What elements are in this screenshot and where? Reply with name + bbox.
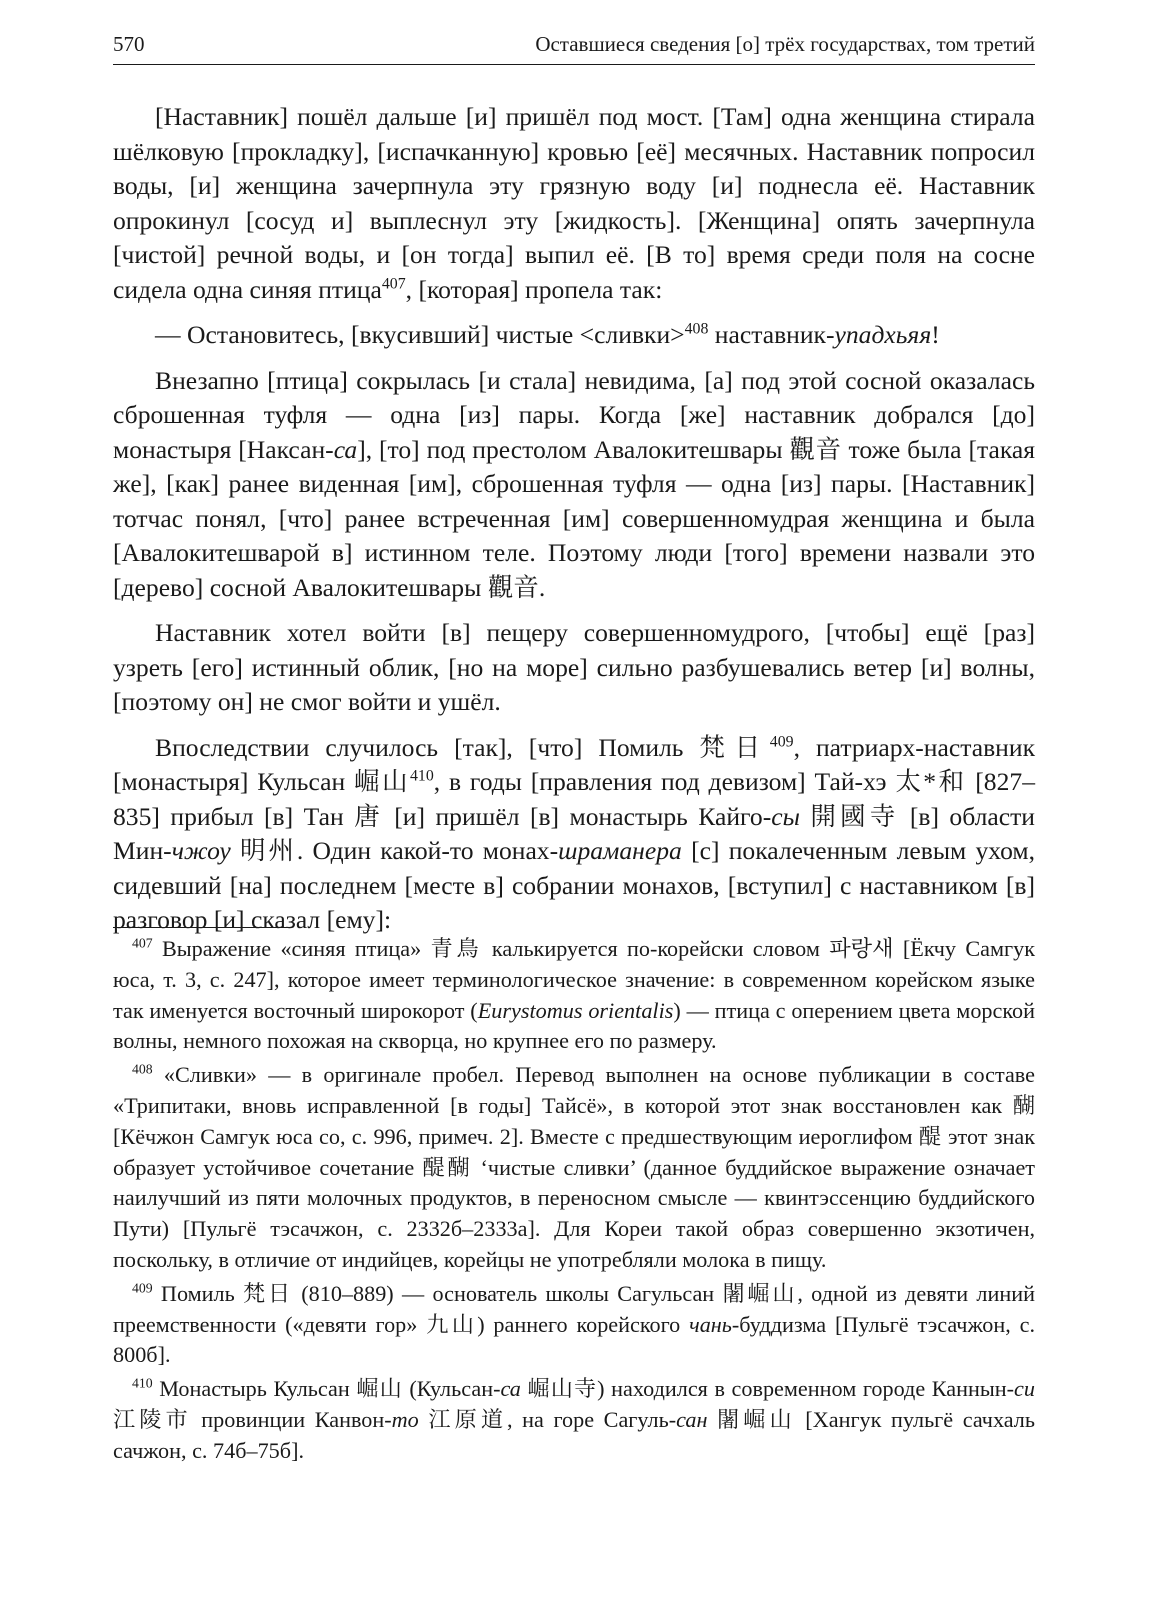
footnote-text: «Сливки» — в оригинале пробел. Перевод выполнен на основе публикации в составе «Трипитаки, вновь исправленной [в годы] Тайсё», в которой этот знак восстановлен как 醐 [Кёчжон Самгук юса со, с. 996, примеч. 2]. Вместе с предшествующим иероглифом 醍 этот знак образует устойчивое сочетание 醍醐 ‘чистые сливки’ (данное буддийское выражение означает наилучший из пяти молочных продуктов, в переносном смысле — квинтэссенцию буддийского Пути) [Пульгё тэсачжон, с. 2332б–2333а]. Для Кореи такой образ совершенно экзотичен, поскольку, в отличие от индийцев, корейцы не употребляли молока в пищу.	[113, 1062, 1035, 1272]
italic-term: са	[500, 1376, 521, 1402]
footnote-number: 409	[132, 1280, 153, 1296]
paragraph-text: Впоследствии случилось [так], [что] Помиль 梵日	[155, 732, 770, 762]
footnote-407	[113, 934, 1035, 1057]
italic-term: шраманера	[558, 836, 682, 865]
paragraph-text: !	[931, 320, 940, 349]
italic-term: чжоу	[171, 836, 231, 865]
italic-term: чань	[689, 1311, 732, 1337]
footnote-number: 410	[132, 1375, 153, 1391]
footnote-409	[113, 1279, 1035, 1371]
paragraph-3	[113, 364, 1035, 606]
page-header	[113, 30, 1035, 65]
italic-term: Eurystomus orientalis	[477, 997, 674, 1023]
footnote-text: Монастырь Кульсан 崛山 (Кульсан-	[152, 1376, 501, 1402]
footnote-number: 408	[132, 1061, 153, 1077]
paragraph-text: [Наставник] пошёл дальше [и] пришёл под мост. [Там] одна женщина стирала шёлковую [прокладку], [испачканную] кровью [её] месячных. Наставник попросил воды, [и] женщина зачерпнула эту грязную воду [и] поднесла её. Наставник опрокинул [сосуд и] выплеснул эту [жидкость]. [Женщина] опять зачерпнула [чистой] речной воды, и [он тогда] выпил её. [В то] время среди поля на сосне сидела одна синяя птица	[113, 102, 1035, 304]
italic-term: то	[391, 1406, 419, 1432]
italic-term: си	[1014, 1376, 1035, 1402]
running-title: Оставшиеся сведения [о] трёх государствах, том третий	[535, 32, 1035, 56]
paragraph-text: Внезапно [птица] сокрылась [и стала] невидима, [а] под этой сосной оказалась сброшенная туфля — одна [из] пары. Когда [же] наставник добрался [до] монастыря [Наксан-	[113, 365, 1035, 464]
footnote-ref-407[interactable]: 407	[381, 274, 406, 292]
paragraph-text: , патриарх-наставник [монастыря] Кульсан 崛山	[113, 732, 1035, 796]
paragraph-text: наставник-	[708, 320, 835, 349]
footnote-408	[113, 1060, 1035, 1276]
paragraph-text: 明州. Один какой-то монах-	[230, 836, 559, 865]
italic-term: са	[333, 434, 358, 464]
paragraph-5	[113, 731, 1035, 938]
footnote-text: -буддизма [Пульгё тэсачжон, с. 800б].	[113, 1311, 1036, 1368]
footnote-text: 崛山寺) находился в современном городе Каннын-	[520, 1376, 1015, 1402]
main-text	[113, 100, 1035, 938]
page-number: 570	[113, 32, 145, 56]
paragraph-text: 開國寺 [в] области Мин-	[113, 801, 1035, 865]
paragraph-text: Наставник хотел войти [в] пещеру совершенномудрого, [чтобы] ещё [раз] узреть [его] истинный облик, [но на море] сильно разбушевались ветер [и] волны, [поэтому он] не смог войти и ушёл.	[113, 618, 1035, 716]
paragraph-text: [с] покалеченным левым ухом, сидевший [на] последнем [месте в] собрании монахов, [вступил] с наставником [в] разговор [и] сказал [ему]:	[113, 836, 1035, 934]
footnote-410	[113, 1374, 1035, 1466]
footnote-separator	[113, 927, 291, 928]
footnotes	[113, 934, 1035, 1467]
paragraph-text: — Остановитесь, [вкусивший] чистые <сливки>	[155, 320, 685, 349]
paragraph-2	[113, 318, 1035, 353]
footnote-number: 407	[132, 935, 153, 951]
footnote-ref-409[interactable]: 409	[769, 732, 794, 750]
italic-term: сан	[676, 1406, 708, 1432]
paragraph-text: ], [то] под престолом Авалокитешвары 觀音 тоже была [такая же], [как] ранее виденная [им], сброшенная туфля — одна [из] пары. [Наставник] тотчас понял, [что] ранее встреченная [им] совершенномудрая женщина и была [Авалокитешварой в] истинном теле. Поэтому люди [того] времени назвали это [дерево] сосной Авалокитешвары 觀音.	[113, 434, 1036, 602]
italic-term: сы	[771, 801, 800, 831]
footnote-text: 闍崛山 [Хангук пульгё сачхаль сачжон, с. 74б–75б].	[113, 1406, 1035, 1463]
paragraph-4	[113, 616, 1035, 720]
paragraph-1	[113, 100, 1035, 307]
footnote-ref-410[interactable]: 410	[409, 767, 434, 785]
paragraph-text: , [которая] пропела так:	[405, 274, 663, 304]
italic-term: упадхьяя	[834, 320, 932, 349]
footnote-text: 江陵市 провинции Канвон-	[113, 1406, 392, 1432]
footnote-text: ) — птица с оперением цвета морской волны, немного похожая на скворца, но крупнее его по размеру.	[113, 997, 1035, 1054]
footnote-text: Выражение «синяя птица» 青鳥 калькируется по-корейски словом 파랑새 [Ёкчу Самгук юса, т. 3, с. 247], которое имеет терминологическое значение: в современном корейском языке так именуется восточный широкорот (	[113, 936, 1035, 1023]
footnote-text: 江原道, на горе Сагуль-	[418, 1406, 677, 1432]
footnote-text: Помиль 梵日 (810–889) — основатель школы Сагульсан 闍崛山, одной из девяти линий преемственности («девяти гор» 九山) раннего корейского	[113, 1280, 1035, 1337]
paragraph-text: , в годы [правления под девизом] Тай-хэ 太*和 [827–835] прибыл [в] Тан 唐 [и] пришёл [в] монастырь Кайго-	[113, 767, 1035, 831]
footnote-ref-408[interactable]: 408	[684, 320, 709, 338]
